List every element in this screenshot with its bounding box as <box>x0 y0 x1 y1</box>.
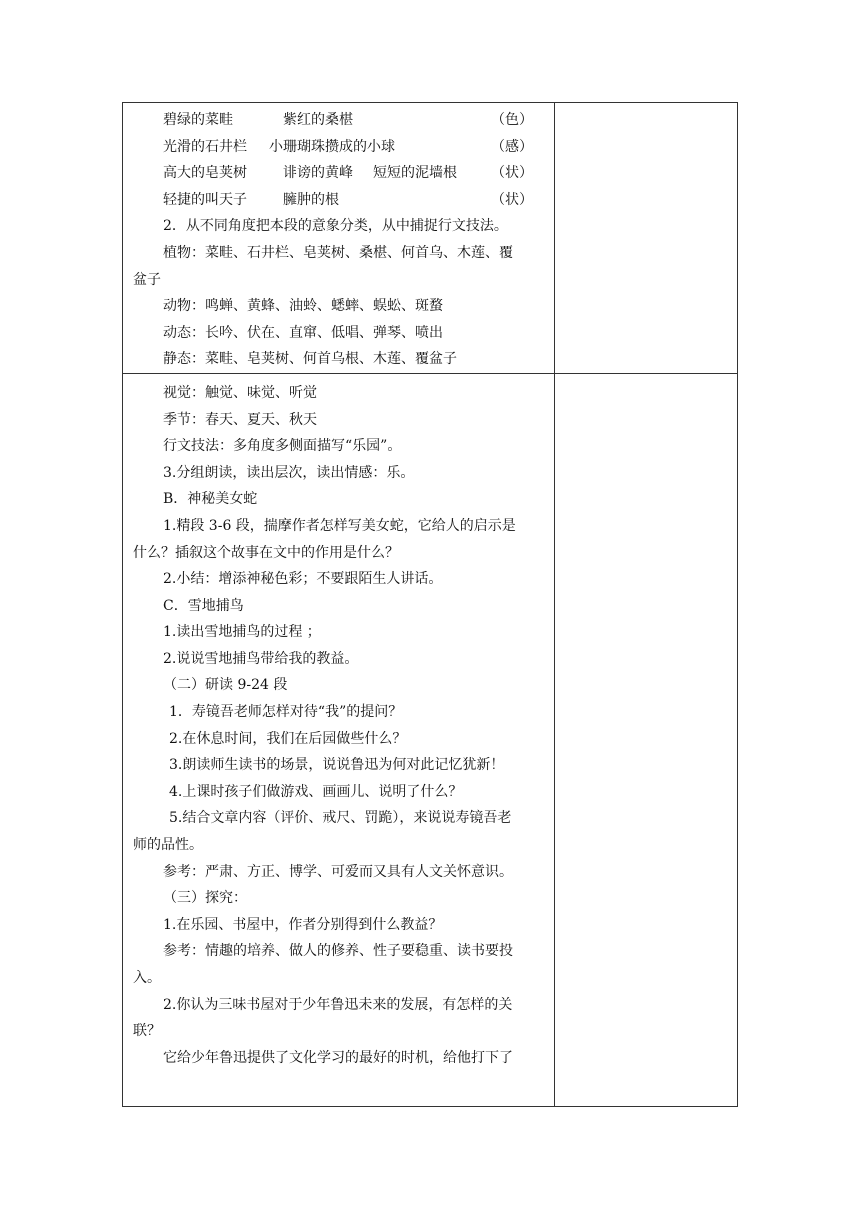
body-line: 1.精段 3-6 段，揣摩作者怎样写美女蛇，它给人的启示是 <box>163 517 516 534</box>
imagery-pair <box>133 134 548 161</box>
imagery-a: 轻捷的叫天子 <box>163 191 247 208</box>
imagery-pair <box>133 107 548 134</box>
body-line-cont: 师的品性。 <box>133 837 203 854</box>
static-text: 静态：菜畦、皂荚树、何首乌根、木莲、覆盆子 <box>163 351 457 368</box>
body-line: 3.朗读师生读书的场景，说说鲁迅为何对此记忆犹新！ <box>169 757 505 774</box>
body-line: 2.你认为三味书屋对于少年鲁迅未来的发展，有怎样的关 <box>163 996 513 1013</box>
table-row <box>123 373 738 1106</box>
imagery-c: 短短的泥墙根 <box>373 165 457 182</box>
body-line: 行文技法：多角度多侧面描写“乐园”。 <box>163 438 402 455</box>
imagery-a: 光滑的石井栏 <box>163 138 247 155</box>
imagery-b: 臃肿的根 <box>283 191 339 208</box>
section-heading: （二）研读 9-24 段 <box>163 677 288 694</box>
imagery-tag: （感） <box>491 138 533 155</box>
notes-cell <box>554 373 737 1106</box>
imagery-a: 碧绿的菜畦 <box>163 112 233 128</box>
reference-text: 参考：情趣的培养、做人的修养、性子要稳重、读书要投 <box>163 943 513 960</box>
section-heading: （三）探究： <box>163 890 247 907</box>
question-text: 2．从不同角度把本段的意象分类，从中捕捉行文技法。 <box>163 218 508 235</box>
content-cell <box>123 373 555 1106</box>
body-line-cont: 什么？插叙这个故事在文中的作用是什么？ <box>133 544 399 561</box>
body-line: 季节：春天、夏天、秋天 <box>163 411 317 428</box>
body-line: 1.在乐园、书屋中，作者分别得到什么教益？ <box>163 916 443 933</box>
reference-text: 参考：严肃、方正、博学、可爱而又具有人文关怀意识。 <box>163 863 513 880</box>
animals-text: 动物：鸣蝉、黄蜂、油蛉、蟋蟀、蜈蚣、斑蝥 <box>163 298 443 315</box>
body-line: 它给少年鲁迅提供了文化学习的最好的时机，给他打下了 <box>163 1049 513 1066</box>
plants-text-cont: 盆子 <box>133 271 161 288</box>
dynamic-text: 动态：长吟、伏在、直窜、低唱、弹琴、喷出 <box>163 324 443 341</box>
body-line: 4.上课时孩子们做游戏、画画儿、说明了什么？ <box>169 783 463 800</box>
reference-text-cont: 入。 <box>133 970 161 986</box>
content-cell <box>123 103 555 374</box>
section-heading: C．雪地捕鸟 <box>163 597 244 614</box>
body-line: 5.结合文章内容（评价、戒尺、罚跪），来说说寿镜吾老 <box>169 810 512 827</box>
body-line: 1.读出雪地捕鸟的过程 ； <box>163 624 321 641</box>
lesson-plan-table <box>122 102 738 1107</box>
imagery-pair <box>133 187 548 214</box>
section-heading: B．神秘美女蛇 <box>163 491 258 508</box>
body-line: 2.说说雪地捕鸟带给我的教益。 <box>163 650 359 667</box>
plants-text: 植物：菜畦、石井栏、皂荚树、桑椹、何首乌、木莲、覆 <box>163 244 513 261</box>
imagery-tag: （色） <box>491 112 533 128</box>
imagery-b: 诽谤的黄峰 <box>283 165 353 182</box>
imagery-a: 高大的皂荚树 <box>163 165 247 182</box>
imagery-pair <box>133 160 548 187</box>
table-row <box>123 103 738 374</box>
body-line: 2.小结：增添神秘色彩；不要跟陌生人讲话。 <box>163 571 443 588</box>
imagery-tag: （状） <box>491 165 533 182</box>
imagery-b: 小珊瑚珠攒成的小球 <box>269 138 395 155</box>
imagery-b: 紫红的桑椹 <box>283 112 353 128</box>
body-line: 1．寿镜吾老师怎样对待“我”的提问？ <box>169 704 403 721</box>
body-line: 视觉：触觉、味觉、听觉 <box>163 384 317 401</box>
notes-cell <box>554 103 737 374</box>
body-line-cont: 联？ <box>133 1023 161 1040</box>
body-line: 2.在休息时间，我们在后园做些什么？ <box>169 730 407 747</box>
body-line: 3.分组朗读，读出层次，读出情感：乐。 <box>163 464 415 481</box>
imagery-tag: （状） <box>491 191 533 208</box>
